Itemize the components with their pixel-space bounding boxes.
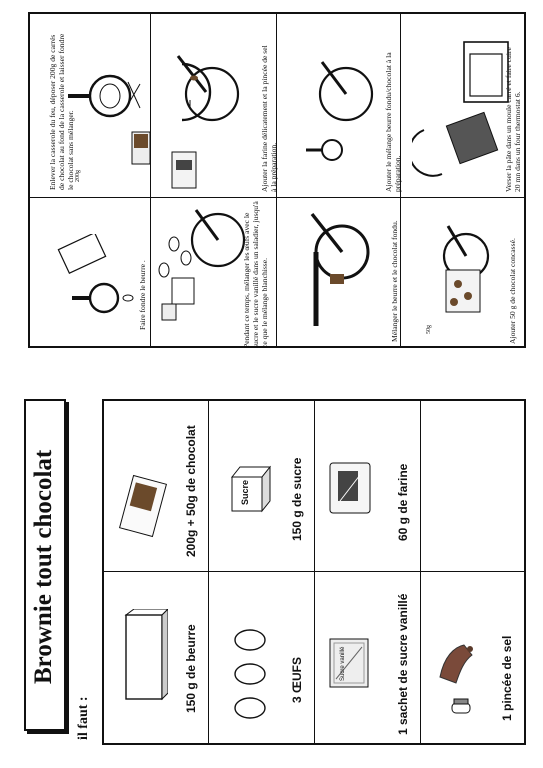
ingredient-eggs-label: 3 ŒUFS: [290, 656, 304, 703]
vanilla-sachet-text: Sucre vanillé: [340, 646, 346, 681]
step-6-text: Ajouter le mélange beurre fondu/chocolat à la préparation.: [384, 52, 402, 192]
flour-bag-icon: [326, 461, 374, 520]
step-2-illustration: [64, 62, 144, 137]
ingredients-grid: [102, 399, 526, 745]
step-8-text: Verser la pâte dans un moule carré et faire cuire 20 mn dans un four thermostat 6.: [504, 47, 522, 192]
recipe-steps-grid: [28, 12, 526, 348]
step-2-text: Enlever la casserole du feu, déposer 200g de carrés de chocolat au fond de la casserole et laisser fondre le chocolat sans mélanger.: [48, 33, 75, 190]
step-7-illustration: [406, 210, 516, 325]
step-2-chocolate-icon: [130, 130, 152, 171]
step-4-text: Ajouter la farine délicatement et la pincée de sel à la préparation.: [260, 45, 278, 192]
ingredient-chocolate-label: 200g + 50g de chocolat: [184, 425, 198, 557]
ingredient-flour-label: 60 g de farine: [396, 463, 410, 541]
il-faut-label: il faut :: [76, 696, 91, 740]
step-3-text: Pendant ce temps, mélanger les œufs avec le sucre et le sucre vanillé dans un saladier, jusqu'à ce que le mélange blanchisse.: [242, 201, 269, 348]
ingredient-salt-label: 1 pincée de sel: [500, 635, 514, 721]
step-1-illustration: [42, 234, 142, 339]
step-2-tag: 200g: [75, 170, 81, 182]
step-5-text: Mélanger le beurre et le chocolat fondu.: [390, 220, 399, 342]
step-6-illustration: [292, 48, 382, 183]
ingredient-sugar-label: 150 g de sucre: [290, 457, 304, 541]
step-4-illustration: [166, 42, 266, 157]
chocolate-bar-icon: [118, 471, 168, 546]
salt-hand-icon: [434, 637, 478, 692]
step-4-flour-icon: [170, 150, 198, 195]
vanilla-sugar-sachet-icon: [326, 635, 372, 696]
ingredient-butter-label: 150 g de beurre: [184, 624, 198, 713]
step-5-illustration: [290, 204, 390, 339]
salt-shaker-icon: [450, 697, 472, 722]
butter-icon: [120, 609, 168, 710]
step-7-tag: 50g: [426, 325, 432, 334]
sugar-box-text: Sucre: [240, 479, 250, 505]
eggs-icon: [228, 626, 272, 731]
ingredient-vanilla-sugar-label: 1 sachet de sucre vanillé: [396, 593, 410, 735]
sugar-box-icon: [222, 461, 278, 522]
step-7-text: Ajouter 50 g de chocolat concassé.: [508, 238, 517, 344]
page-title: Brownie tout chocolat: [30, 449, 57, 684]
step-1-text: Faire fondre le beurre .: [138, 260, 147, 330]
